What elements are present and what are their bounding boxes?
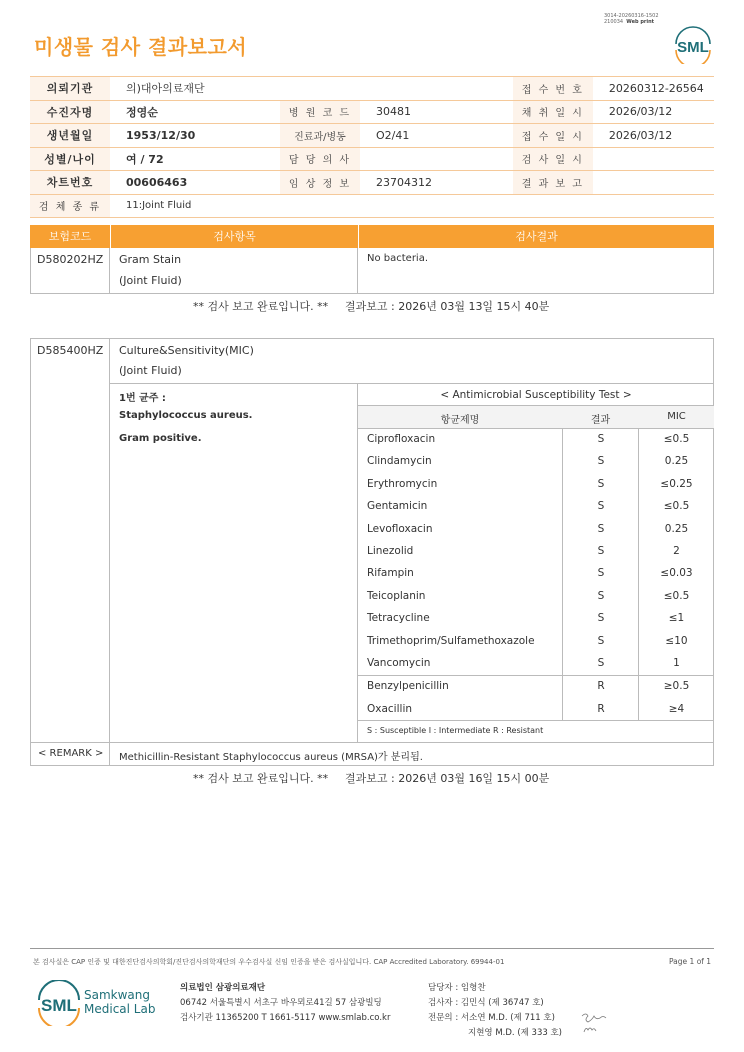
drug-result: R: [597, 702, 605, 715]
drug-mic: ≤0.5: [663, 433, 690, 445]
drug-result: S: [597, 455, 605, 468]
sex-age-value: 여 / 72: [110, 147, 280, 171]
test-date-label: 검 사 일 시: [513, 147, 593, 171]
organism-name: Staphylococcus aureus.: [119, 410, 253, 421]
chart-no-label: 차트번호: [30, 171, 110, 195]
remark-text: Methicillin-Resistant Staphylococcus aureus (MRSA)가 분리됨.: [119, 752, 423, 763]
drug-result: S: [597, 477, 605, 490]
footer-divider: [30, 948, 714, 949]
drug-result: S: [597, 545, 605, 557]
drug-mic: 0.25: [664, 522, 689, 535]
collect-date-value: 2026/03/12: [593, 100, 714, 124]
sml-logo-icon: [672, 24, 714, 64]
drug-name: Linezolid: [367, 545, 414, 557]
receipt-no-label: 접 수 번 호: [513, 77, 593, 101]
specimen-value: 11:Joint Fluid: [110, 194, 714, 218]
drug-result: S: [597, 522, 605, 535]
test2-specimen: (Joint Fluid): [119, 364, 182, 377]
drug-mic: 0.25: [664, 455, 689, 468]
test2-name: Culture&Sensitivity(MIC): [119, 344, 254, 357]
dept-value: O2/41: [360, 124, 513, 148]
drug-result: S: [597, 634, 605, 647]
hospital-code-value: 30481: [360, 100, 513, 124]
tester: 검사자 : 김민식 (제 36747 호): [428, 998, 544, 1008]
test1-specimen: (Joint Fluid): [119, 274, 182, 287]
test1-report-time: 결과보고 : 2026년 03월 13일 15시 40분: [345, 300, 550, 313]
page-number: Page 1 of 1: [669, 957, 712, 966]
ast-row: [358, 428, 714, 451]
test1-name: Gram Stain: [119, 253, 182, 266]
collect-date-label: 채 취 일 시: [513, 100, 593, 124]
clinical-value: 23704312: [360, 171, 513, 195]
drug-mic: 2: [673, 545, 680, 557]
ast-col-drug: 항균제명: [440, 415, 480, 426]
manager: 담당자 : 임형찬: [428, 983, 486, 993]
gram-result: Gram positive.: [119, 433, 202, 444]
dob-label: 생년월일: [30, 124, 110, 148]
print-code: [604, 13, 659, 25]
test1-code: D580202HZ: [37, 253, 104, 266]
receipt-date-value: 2026/03/12: [593, 124, 714, 148]
hospital-code-label: 병 원 코 드: [280, 100, 360, 124]
chart-no-value: 00606463: [110, 171, 280, 195]
ast-row: [358, 540, 714, 563]
test1-result: No bacteria.: [367, 253, 429, 264]
patient-value: 정영순: [110, 100, 280, 124]
logo-name-line1: Samkwang: [84, 988, 150, 1002]
test1-complete-note: ** 검사 보고 완료입니다. **: [193, 300, 329, 313]
report-title: 미생물 검사 결과보고서: [34, 35, 248, 59]
drug-name: Benzylpenicillin: [367, 680, 449, 693]
ast-title: < Antimicrobial Susceptibility Test >: [440, 389, 632, 401]
patient-info-table: [30, 76, 714, 218]
ast-col-mic: MIC: [667, 411, 686, 422]
header-item: 검사항목: [110, 225, 358, 248]
drug-result: S: [597, 567, 605, 580]
drug-name: Oxacillin: [367, 702, 413, 715]
ast-row: [358, 495, 714, 518]
corp-contact: 검사기관 11365200 T 1661-5117 www.smlab.co.kr: [180, 1013, 391, 1023]
ast-row: [358, 585, 714, 608]
logo-name-line2: Medical Lab: [84, 1002, 156, 1016]
test-date-value: [593, 147, 714, 171]
doctor-value: [360, 147, 513, 171]
drug-mic: ≤1: [668, 612, 685, 625]
ast-row: [358, 698, 714, 721]
patient-label: 수진자명: [30, 100, 110, 124]
web-print-label: Web print: [626, 19, 655, 25]
drug-mic: ≤0.25: [660, 477, 693, 490]
ast-legend: S : Susceptible I : Intermediate R : Resistant: [367, 726, 544, 735]
drug-name: Levofloxacin: [367, 522, 433, 535]
sml-footer-logo-icon: [36, 980, 82, 1026]
ast-row: [358, 518, 714, 541]
dept-label: 진료과/병동: [280, 124, 360, 148]
print-code-number: 210034: [604, 19, 624, 25]
ast-row: [358, 473, 714, 496]
drug-mic: ≤0.5: [663, 589, 690, 602]
remark-label: < REMARK >: [38, 748, 104, 759]
drug-result: S: [597, 657, 605, 669]
test2-report-time: 결과보고 : 2026년 03월 16일 15시 00분: [345, 772, 550, 785]
doctor-label: 담 당 의 사: [280, 147, 360, 171]
specialist-2: 지현영 M.D. (제 333 호): [468, 1028, 563, 1038]
drug-name: Vancomycin: [367, 657, 431, 669]
header-result: 검사결과: [358, 225, 714, 248]
drug-mic: ≥0.5: [663, 680, 690, 693]
result-report-label: 결 과 보 고: [513, 171, 593, 195]
sex-age-label: 성별/나이: [30, 147, 110, 171]
clinical-label: 임 상 정 보: [280, 171, 360, 195]
receipt-date-label: 접 수 일 시: [513, 124, 593, 148]
drug-result: S: [597, 612, 605, 625]
signature-icon: [576, 1008, 612, 1038]
organism-label: 1번 균주 :: [119, 393, 166, 404]
drug-mic: 1: [673, 657, 680, 669]
results-header: [30, 225, 714, 248]
drug-name: Erythromycin: [367, 477, 438, 490]
drug-mic: ≥4: [668, 702, 685, 715]
accreditation-note: 본 검사실은 CAP 인증 및 대한진단검사의학회/진단검사의학재단의 우수검사실 신임 인증을 받은 검사실입니다. CAP Accredited Laboratory. 69944-01: [33, 958, 505, 966]
drug-result: S: [597, 500, 605, 513]
requester-label: 의뢰기관: [30, 77, 110, 101]
samkwang-name: [84, 988, 155, 1016]
staff-info: [428, 981, 562, 1041]
corp-address: 06742 서울특별시 서초구 바우뫼로41길 57 삼광빌딩: [180, 998, 382, 1008]
print-code-line1: 3014-20260316-1502: [604, 13, 659, 19]
corp-info: [180, 981, 390, 1026]
drug-mic: ≤0.5: [663, 500, 690, 513]
ast-row: [358, 562, 714, 585]
drug-name: Rifampin: [367, 567, 414, 580]
dob-value: 1953/12/30: [110, 124, 280, 148]
specimen-label: 검 체 종 류: [30, 194, 110, 218]
test2-code: D585400HZ: [37, 344, 104, 357]
receipt-no-value: 20260312-26564: [593, 77, 714, 101]
drug-name: Trimethoprim/Sulfamethoxazole: [367, 634, 535, 647]
specialist-1: 전문의 : 서소연 M.D. (제 711 호): [428, 1013, 555, 1023]
drug-name: Clindamycin: [367, 455, 432, 468]
drug-result: S: [597, 433, 605, 445]
ast-row: [358, 675, 714, 698]
sml-logo-text: SML: [677, 39, 709, 56]
header-code: 보험코드: [48, 230, 92, 243]
drug-result: R: [597, 680, 605, 693]
ast-row: [358, 630, 714, 653]
drug-name: Tetracycline: [367, 612, 430, 625]
drug-result: S: [597, 589, 605, 602]
samkwang-logo: [36, 980, 166, 1026]
corp-name: 의료법인 삼광의료재단: [180, 983, 266, 993]
drug-mic: ≤10: [665, 634, 688, 647]
footer-logo-text: SML: [41, 996, 77, 1015]
ast-row: [358, 607, 714, 630]
result-report-value: [593, 171, 714, 195]
ast-col-result: 결과: [590, 415, 611, 426]
ast-row: [358, 652, 714, 675]
drug-name: Ciprofloxacin: [367, 433, 436, 445]
ast-row: [358, 450, 714, 473]
drug-name: Gentamicin: [367, 500, 428, 513]
drug-name: Teicoplanin: [367, 589, 426, 602]
test2-complete-note: ** 검사 보고 완료입니다. **: [193, 772, 329, 785]
requester-value: 의)대아의료재단: [110, 77, 513, 101]
drug-mic: ≤0.03: [660, 567, 693, 580]
